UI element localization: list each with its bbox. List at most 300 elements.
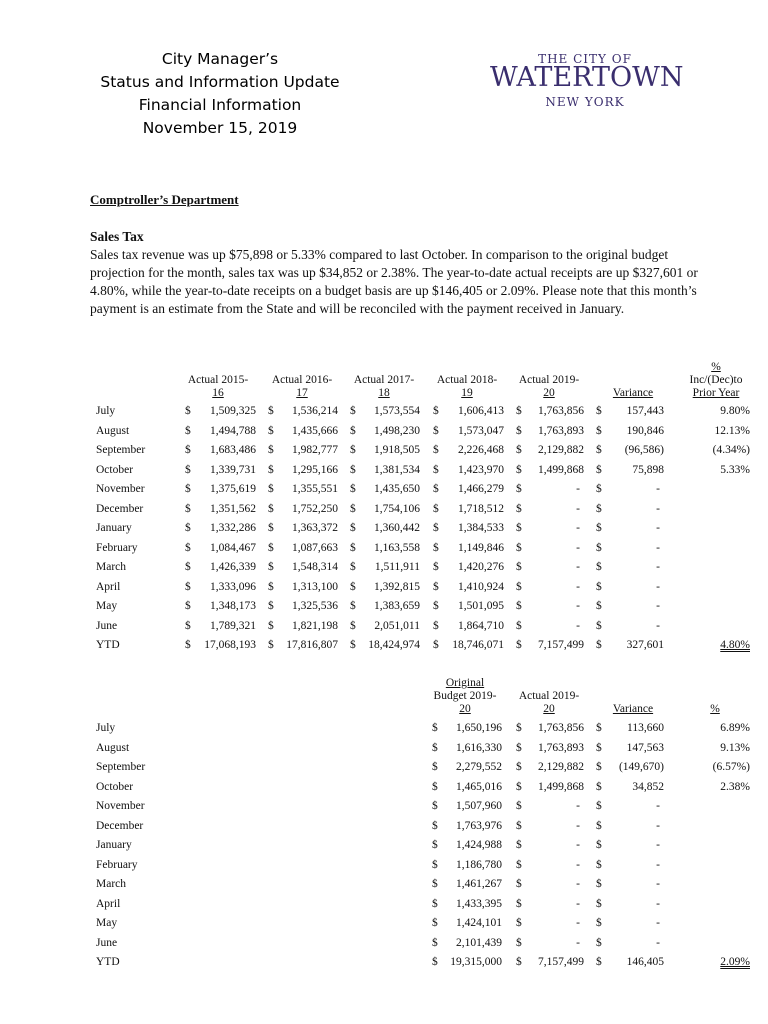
column-header-line1: Inc/(Dec)to xyxy=(689,374,743,386)
cell-amount xyxy=(596,819,664,833)
currency-symbol: $ xyxy=(516,936,522,949)
title-date: November 15, 2019 xyxy=(142,119,298,137)
currency-symbol: $ xyxy=(516,600,522,612)
cell-value: 7,157,499 xyxy=(538,639,584,651)
currency-symbol: $ xyxy=(185,561,191,573)
currency-symbol: $ xyxy=(516,839,522,851)
cell-amount xyxy=(185,482,256,496)
cell-amount xyxy=(433,482,504,496)
cell-amount xyxy=(268,560,338,574)
cell-amount xyxy=(596,936,664,950)
cell-value: - xyxy=(656,561,660,573)
cell-amount xyxy=(350,638,420,652)
cell-value: 146,405 xyxy=(626,956,664,968)
column-header-line1: Actual 2018- xyxy=(436,374,498,386)
cell-amount xyxy=(516,541,584,555)
cell-amount xyxy=(516,599,584,613)
cell-amount xyxy=(516,936,584,950)
cell-percent: 6.89% xyxy=(720,722,750,734)
cell-amount xyxy=(516,916,584,930)
cell-amount xyxy=(596,599,664,613)
cell-value: 1,424,101 xyxy=(456,917,502,929)
cell-amount xyxy=(596,638,664,652)
cell-amount xyxy=(433,424,504,438)
cell-amount xyxy=(432,741,502,755)
currency-symbol: $ xyxy=(185,502,191,515)
cell-amount xyxy=(185,599,256,613)
row-label: December xyxy=(96,819,144,832)
currency-symbol: $ xyxy=(433,405,439,417)
currency-symbol: $ xyxy=(268,619,274,632)
cell-amount xyxy=(516,502,584,516)
currency-symbol: $ xyxy=(433,444,439,456)
row-label: September xyxy=(96,444,146,456)
row-label: September xyxy=(96,761,146,773)
cell-amount xyxy=(432,897,502,911)
cell-amount xyxy=(185,521,256,535)
row-label: May xyxy=(96,600,118,612)
cell-value: - xyxy=(656,619,660,632)
currency-symbol: $ xyxy=(516,878,522,890)
cell-value: 1,313,100 xyxy=(292,580,338,593)
cell-value: 1,789,321 xyxy=(210,619,256,632)
currency-symbol: $ xyxy=(350,639,356,651)
cell-value: - xyxy=(576,917,580,929)
currency-symbol: $ xyxy=(516,405,522,417)
cell-amount xyxy=(516,741,584,755)
logo-top-text: THE CITY OF xyxy=(538,52,632,66)
cell-value: 2,226,468 xyxy=(458,444,504,456)
cell-amount xyxy=(350,404,420,418)
cell-value: 1,384,533 xyxy=(458,522,504,534)
currency-symbol: $ xyxy=(596,956,602,968)
currency-symbol: $ xyxy=(596,878,602,890)
cell-value: 1,435,650 xyxy=(374,483,420,495)
currency-symbol: $ xyxy=(432,858,438,871)
currency-symbol: $ xyxy=(432,897,438,910)
cell-amount xyxy=(516,560,584,574)
cell-value: 1,683,486 xyxy=(210,444,256,456)
cell-value: 157,443 xyxy=(626,405,664,417)
currency-symbol: $ xyxy=(596,917,602,929)
title-line-2: Status and Information Update xyxy=(100,73,340,91)
cell-value: - xyxy=(656,858,660,871)
cell-amount xyxy=(516,463,584,477)
currency-symbol: $ xyxy=(268,463,274,476)
currency-symbol: $ xyxy=(185,522,191,534)
row-label: August xyxy=(96,424,130,437)
cell-value: - xyxy=(656,917,660,929)
currency-symbol: $ xyxy=(516,819,522,832)
cell-value: 2,129,882 xyxy=(538,444,584,456)
currency-symbol: $ xyxy=(516,619,522,632)
cell-amount xyxy=(596,404,664,418)
cell-amount xyxy=(596,541,664,555)
cell-amount xyxy=(596,897,664,911)
cell-amount xyxy=(268,541,338,555)
cell-value: 113,660 xyxy=(627,722,664,734)
currency-symbol: $ xyxy=(432,878,438,890)
cell-amount xyxy=(433,638,504,652)
column-header-line1: Actual 2019- xyxy=(518,690,580,702)
cell-amount xyxy=(433,502,504,516)
cell-amount xyxy=(516,955,584,969)
column-header-line2: 16 xyxy=(212,387,224,399)
cell-amount xyxy=(185,638,256,652)
cell-amount xyxy=(516,760,584,774)
cell-value: - xyxy=(656,541,660,554)
cell-amount xyxy=(433,521,504,535)
row-label: August xyxy=(96,741,130,754)
cell-amount xyxy=(596,482,664,496)
currency-symbol: $ xyxy=(432,722,438,734)
column-header-line2: Prior Year xyxy=(692,387,740,399)
currency-symbol: $ xyxy=(185,619,191,632)
cell-value: 1,763,893 xyxy=(538,741,584,754)
cell-amount xyxy=(350,463,420,477)
currency-symbol: $ xyxy=(350,600,356,612)
cell-value: 2,279,552 xyxy=(456,761,502,773)
column-header-line2: 18 xyxy=(378,387,390,399)
cell-value: 1,410,924 xyxy=(458,580,504,593)
cell-amount xyxy=(433,560,504,574)
cell-percent: 2.38% xyxy=(720,780,750,793)
cell-value: 17,068,193 xyxy=(204,639,256,651)
column-header-line1: Actual 2015- xyxy=(187,374,249,386)
currency-symbol: $ xyxy=(516,580,522,593)
currency-symbol: $ xyxy=(433,561,439,573)
currency-symbol: $ xyxy=(596,839,602,851)
currency-symbol: $ xyxy=(185,639,191,651)
column-header-line2: 20 xyxy=(543,703,555,715)
cell-amount xyxy=(268,580,338,594)
cell-amount xyxy=(268,443,338,457)
cell-amount xyxy=(516,482,584,496)
cell-value: 1,465,016 xyxy=(456,780,502,793)
cell-value: 1,424,988 xyxy=(456,839,502,851)
cell-amount xyxy=(432,799,502,813)
column-header-line1: Actual 2016- xyxy=(271,374,333,386)
currency-symbol: $ xyxy=(432,800,438,812)
cell-value: - xyxy=(576,897,580,910)
cell-amount xyxy=(432,760,502,774)
currency-symbol: $ xyxy=(268,502,274,515)
currency-symbol: $ xyxy=(516,639,522,651)
sales-tax-paragraph: Sales tax revenue was up $75,898 or 5.33% compared to last October. In comparison to the original budget projection for the month, sales tax was up $34,852 or 2.38%. The year-to-date actual receipts are up $327,601 or 4.80%, while the year-to-date receipts on a budget basis are up $146,405 or 2.09%. Please note that this month’s payment is an estimate from the State and will be reconciled with the payment received in January. xyxy=(90,247,698,316)
cell-value: - xyxy=(656,897,660,910)
currency-symbol: $ xyxy=(433,541,439,554)
currency-symbol: $ xyxy=(350,522,356,534)
cell-value: - xyxy=(576,878,580,890)
cell-value: 7,157,499 xyxy=(538,956,584,968)
row-label: January xyxy=(96,839,132,851)
cell-value: 1,494,788 xyxy=(210,424,256,437)
report-title-block xyxy=(70,48,370,140)
cell-value: 19,315,000 xyxy=(450,956,502,968)
cell-value: 1,163,558 xyxy=(374,541,420,554)
currency-symbol: $ xyxy=(596,936,602,949)
cell-percent: (4.34%) xyxy=(712,444,750,456)
currency-symbol: $ xyxy=(433,483,439,495)
currency-symbol: $ xyxy=(596,522,602,534)
cell-value: - xyxy=(656,580,660,593)
cell-value: 1,392,815 xyxy=(374,580,420,593)
currency-symbol: $ xyxy=(350,561,356,573)
currency-symbol: $ xyxy=(516,483,522,495)
cell-amount xyxy=(516,721,584,735)
cell-amount xyxy=(596,858,664,872)
row-label: February xyxy=(96,858,138,871)
cell-amount xyxy=(516,819,584,833)
cell-value: - xyxy=(576,561,580,573)
column-header-line1: Actual 2019- xyxy=(518,374,580,386)
cell-value: 1,982,777 xyxy=(292,444,338,456)
currency-symbol: $ xyxy=(268,561,274,573)
cell-amount xyxy=(516,858,584,872)
cell-value: - xyxy=(656,522,660,534)
currency-symbol: $ xyxy=(185,405,191,417)
cell-amount xyxy=(516,404,584,418)
currency-symbol: $ xyxy=(432,741,438,754)
currency-symbol: $ xyxy=(596,639,602,651)
cell-value: - xyxy=(656,936,660,949)
currency-symbol: $ xyxy=(432,917,438,929)
currency-symbol: $ xyxy=(596,819,602,832)
row-label: December xyxy=(96,502,144,515)
cell-value: 34,852 xyxy=(632,780,664,793)
cell-amount xyxy=(516,619,584,633)
cell-amount xyxy=(350,521,420,535)
cell-percent: (6.57%) xyxy=(712,761,750,773)
currency-symbol: $ xyxy=(596,780,602,793)
cell-amount xyxy=(432,916,502,930)
currency-symbol: $ xyxy=(596,897,602,910)
cell-amount xyxy=(516,780,584,794)
currency-symbol: $ xyxy=(433,502,439,515)
cell-value: 1,752,250 xyxy=(292,502,338,515)
currency-symbol: $ xyxy=(185,483,191,495)
cell-amount xyxy=(350,443,420,457)
currency-symbol: $ xyxy=(433,619,439,632)
cell-amount xyxy=(516,838,584,852)
column-header-line2: 17 xyxy=(296,387,308,399)
cell-amount xyxy=(433,619,504,633)
cell-percent: 12.13% xyxy=(714,424,750,437)
currency-symbol: $ xyxy=(350,502,356,515)
currency-symbol: $ xyxy=(596,858,602,871)
cell-value: 75,898 xyxy=(632,463,664,476)
cell-value: - xyxy=(576,800,580,812)
currency-symbol: $ xyxy=(596,600,602,612)
currency-symbol: $ xyxy=(185,541,191,554)
logo-name-text: WATERTOWN xyxy=(490,62,684,93)
cell-value: 1,573,554 xyxy=(374,405,420,417)
cell-value: 1,426,339 xyxy=(210,561,256,573)
row-label: June xyxy=(96,619,118,632)
cell-amount xyxy=(596,521,664,535)
cell-amount xyxy=(268,404,338,418)
row-label: October xyxy=(96,780,134,793)
cell-amount xyxy=(596,424,664,438)
cell-value: 2,051,011 xyxy=(374,619,420,632)
cell-amount xyxy=(516,521,584,535)
currency-symbol: $ xyxy=(350,541,356,554)
section-title: Sales Tax xyxy=(90,229,144,244)
cell-amount xyxy=(185,404,256,418)
currency-symbol: $ xyxy=(596,541,602,554)
currency-symbol: $ xyxy=(433,463,439,476)
cell-value: 1,754,106 xyxy=(374,502,420,515)
row-label: May xyxy=(96,917,118,929)
cell-value: - xyxy=(576,819,580,832)
cell-value: 1,501,095 xyxy=(458,600,504,612)
cell-percent: 5.33% xyxy=(720,463,750,476)
currency-symbol: $ xyxy=(350,463,356,476)
currency-symbol: $ xyxy=(516,917,522,929)
currency-symbol: $ xyxy=(596,619,602,632)
currency-symbol: $ xyxy=(350,619,356,632)
currency-symbol: $ xyxy=(268,580,274,593)
cell-amount xyxy=(433,599,504,613)
currency-symbol: $ xyxy=(350,483,356,495)
cell-amount xyxy=(516,638,584,652)
currency-symbol: $ xyxy=(433,580,439,593)
cell-value: 1,360,442 xyxy=(374,522,420,534)
currency-symbol: $ xyxy=(433,522,439,534)
cell-amount xyxy=(350,502,420,516)
cell-percent: 2.09% xyxy=(720,956,750,968)
cell-value: 190,846 xyxy=(626,424,664,437)
currency-symbol: $ xyxy=(268,522,274,534)
cell-amount xyxy=(185,463,256,477)
cell-amount xyxy=(516,424,584,438)
cell-amount xyxy=(350,424,420,438)
title-line-1: City Manager’s xyxy=(161,50,279,68)
cell-value: - xyxy=(656,878,660,890)
row-label: April xyxy=(96,580,121,593)
cell-amount xyxy=(596,955,664,969)
cell-value: 1,381,534 xyxy=(374,463,420,476)
currency-symbol: $ xyxy=(432,819,438,832)
currency-symbol: $ xyxy=(432,839,438,851)
cell-amount xyxy=(516,580,584,594)
cell-amount xyxy=(596,838,664,852)
currency-symbol: $ xyxy=(432,936,438,949)
cell-amount xyxy=(596,721,664,735)
currency-symbol: $ xyxy=(596,483,602,495)
cell-value: (149,670) xyxy=(618,761,664,773)
cell-amount xyxy=(185,560,256,574)
cell-value: (96,586) xyxy=(624,444,664,456)
currency-symbol: $ xyxy=(596,561,602,573)
logo-bottom-text: NEW YORK xyxy=(545,95,625,109)
cell-value: 1,499,868 xyxy=(538,463,584,476)
cell-value: 1,186,780 xyxy=(456,858,502,871)
currency-symbol: $ xyxy=(516,761,522,773)
cell-amount xyxy=(350,619,420,633)
currency-symbol: $ xyxy=(596,722,602,734)
cell-amount xyxy=(432,819,502,833)
currency-symbol: $ xyxy=(432,780,438,793)
cell-amount xyxy=(596,741,664,755)
cell-value: 1,420,276 xyxy=(458,561,504,573)
cell-amount xyxy=(185,580,256,594)
cell-value: 1,498,230 xyxy=(374,424,420,437)
cell-amount xyxy=(268,638,338,652)
cell-value: 1,821,198 xyxy=(292,619,338,632)
cell-value: 147,563 xyxy=(626,741,664,754)
row-label: March xyxy=(96,878,127,890)
cell-value: 1,351,562 xyxy=(210,502,256,515)
cell-value: - xyxy=(656,502,660,515)
cell-amount xyxy=(268,463,338,477)
currency-symbol: $ xyxy=(268,444,274,456)
cell-value: 1,536,214 xyxy=(292,405,338,417)
cell-value: 1,423,970 xyxy=(458,463,504,476)
cell-amount xyxy=(350,599,420,613)
cell-amount xyxy=(516,443,584,457)
cell-value: 1,548,314 xyxy=(292,561,338,573)
column-header-line1: Budget 2019- xyxy=(433,690,497,702)
cell-value: 1,339,731 xyxy=(210,463,256,476)
cell-amount xyxy=(268,502,338,516)
currency-symbol: $ xyxy=(185,600,191,612)
column-header-line2: % xyxy=(710,703,720,715)
cell-value: - xyxy=(656,600,660,612)
cell-amount xyxy=(350,541,420,555)
cell-amount xyxy=(516,897,584,911)
cell-amount xyxy=(516,799,584,813)
currency-symbol: $ xyxy=(350,405,356,417)
cell-value: - xyxy=(656,839,660,851)
cell-value: 1,433,395 xyxy=(456,897,502,910)
currency-symbol: $ xyxy=(516,800,522,812)
currency-symbol: $ xyxy=(433,424,439,437)
currency-symbol: $ xyxy=(596,405,602,417)
row-label: November xyxy=(96,483,145,495)
cell-value: 1,763,976 xyxy=(456,819,502,832)
row-label: YTD xyxy=(96,639,120,651)
cell-value: 1,616,330 xyxy=(456,741,502,754)
cell-amount xyxy=(268,482,338,496)
cell-value: 18,424,974 xyxy=(368,639,420,651)
cell-value: - xyxy=(576,839,580,851)
cell-value: 1,763,856 xyxy=(538,722,584,734)
currency-symbol: $ xyxy=(516,561,522,573)
cell-value: 1,466,279 xyxy=(458,483,504,495)
cell-value: 1,573,047 xyxy=(458,424,504,437)
currency-symbol: $ xyxy=(596,424,602,437)
row-label: March xyxy=(96,561,127,573)
city-logo xyxy=(490,48,684,112)
currency-symbol: $ xyxy=(268,600,274,612)
currency-symbol: $ xyxy=(350,580,356,593)
department-heading: Comptroller’s Department xyxy=(90,192,239,207)
cell-amount xyxy=(185,443,256,457)
cell-value: 1,650,196 xyxy=(456,722,502,734)
column-header-line2: 19 xyxy=(461,387,473,399)
cell-amount xyxy=(596,502,664,516)
currency-symbol: $ xyxy=(185,444,191,456)
cell-value: 327,601 xyxy=(626,639,664,651)
currency-symbol: $ xyxy=(596,741,602,754)
cell-amount xyxy=(432,955,502,969)
cell-amount xyxy=(432,780,502,794)
currency-symbol: $ xyxy=(350,424,356,437)
column-header-line2: 20 xyxy=(543,387,555,399)
row-label: April xyxy=(96,897,121,910)
currency-symbol: $ xyxy=(596,580,602,593)
